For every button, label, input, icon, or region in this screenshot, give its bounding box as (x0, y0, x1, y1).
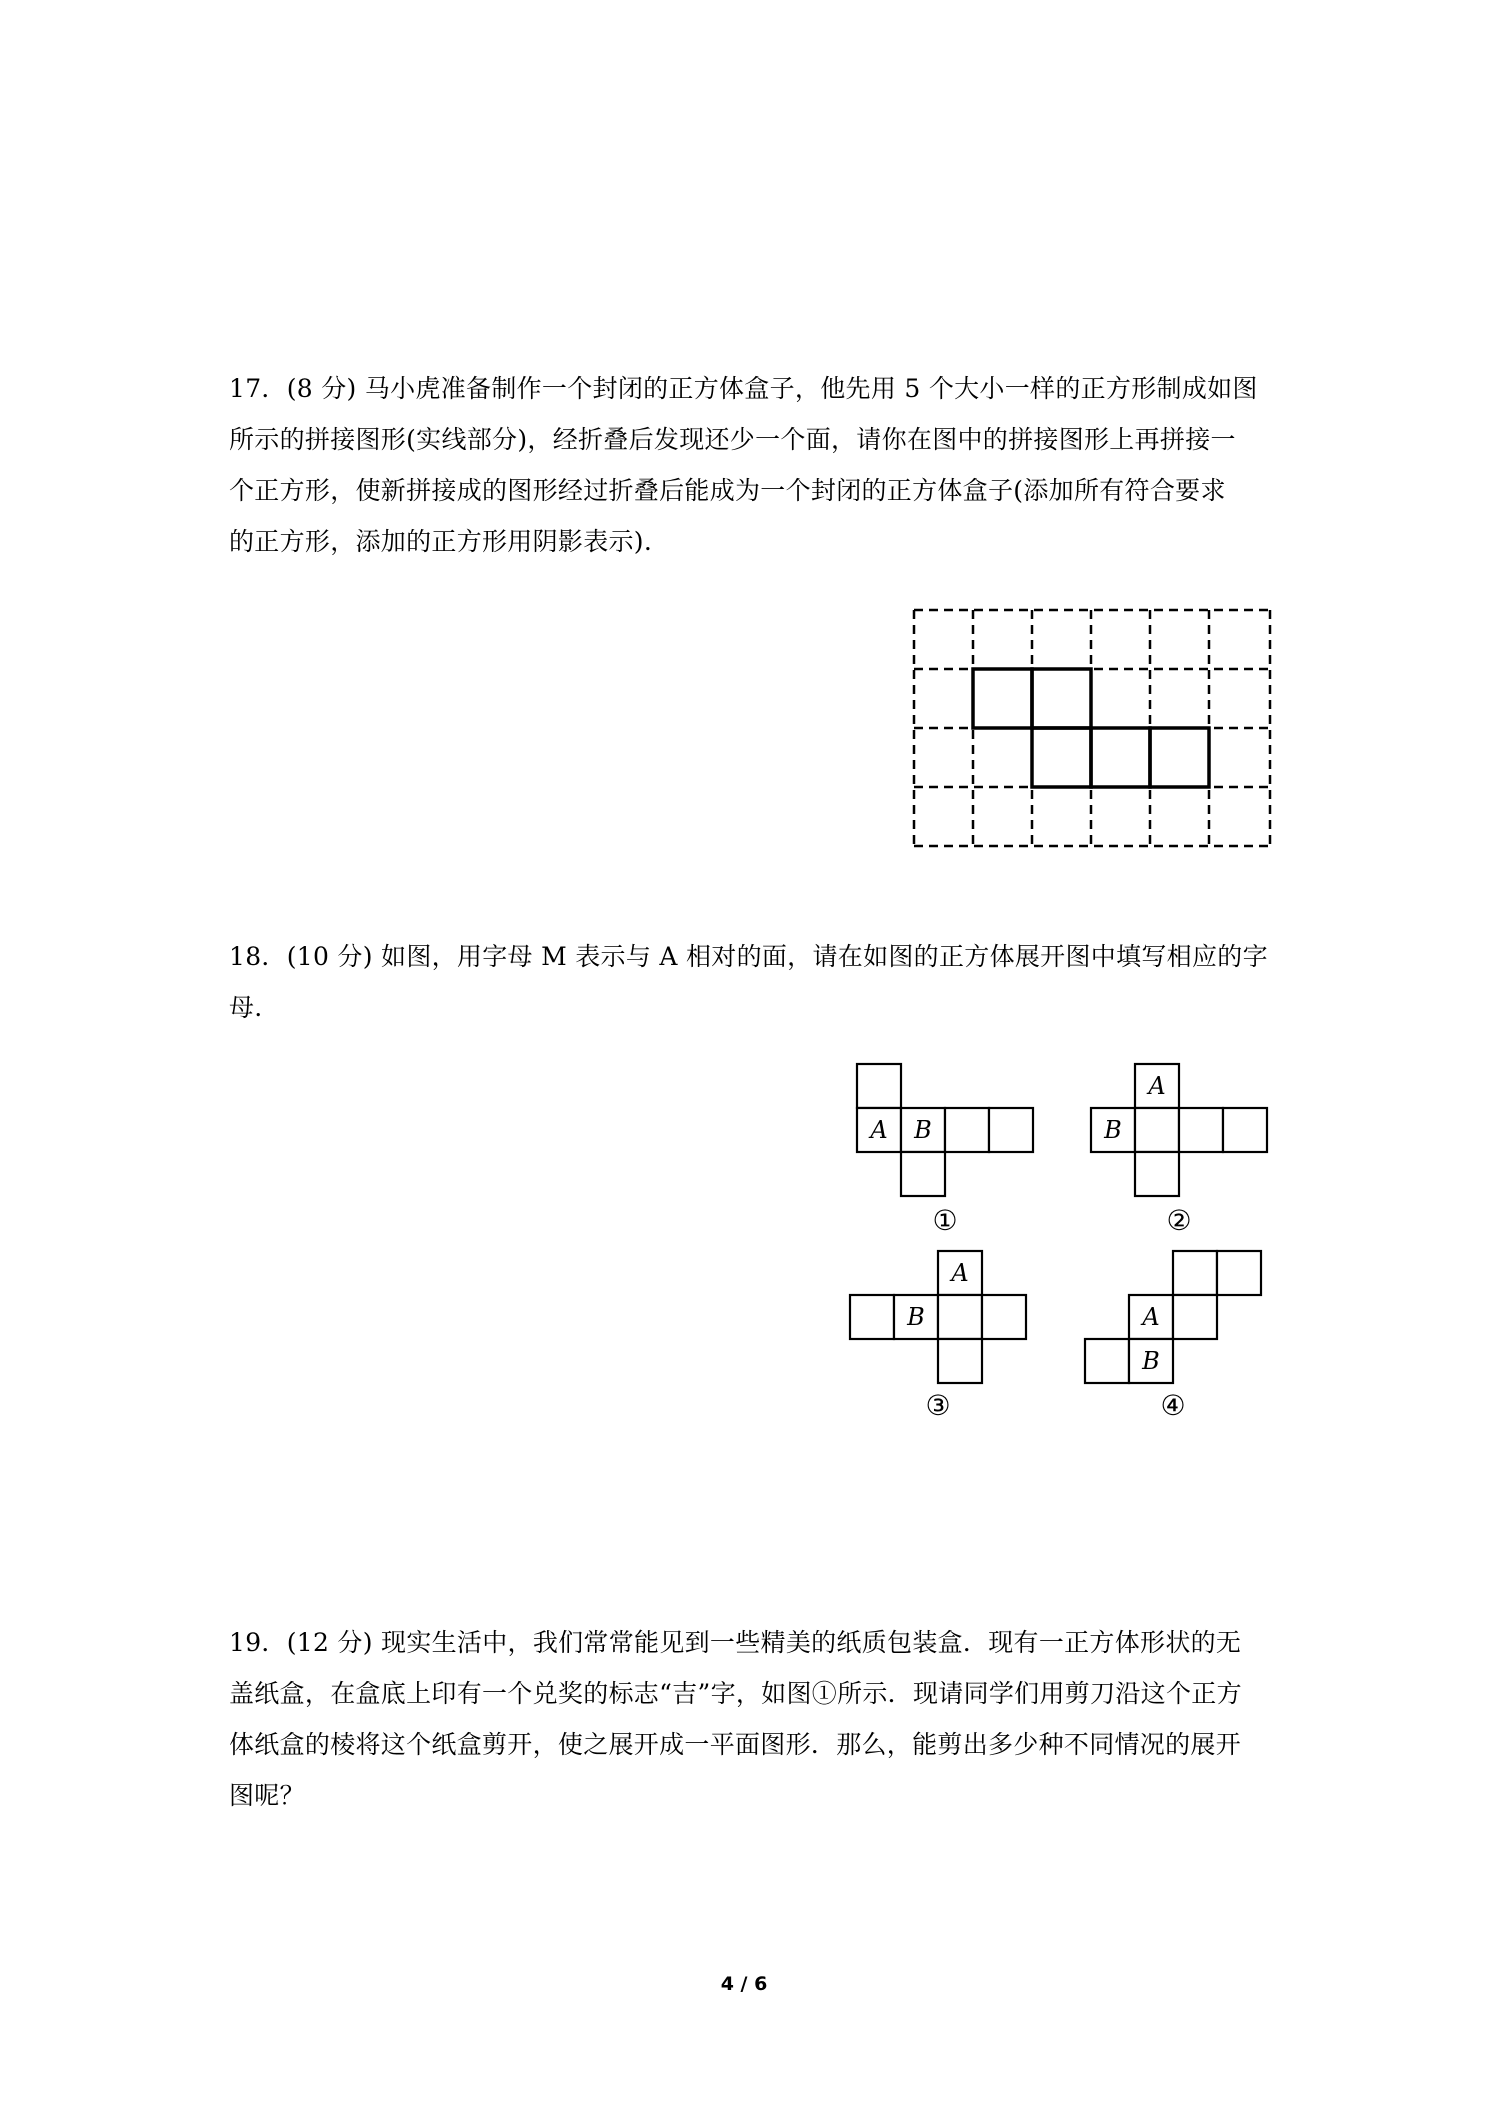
face-label-a: A (951, 1259, 969, 1287)
text-line: 个正方形，使新拼接成的图形经过折叠后能成为一个封闭的正方体盒子(添加所有符合要求 (229, 476, 1226, 505)
face-label-b: B (1104, 1116, 1122, 1144)
cube-net-figure-1 (855, 1062, 1055, 1242)
face-label-a: A (1142, 1303, 1160, 1331)
text-line: 盖纸盒，在盒底上印有一个兑奖的标志“吉”字，如图①所示．现请同学们用剪刀沿这个正方 (229, 1679, 1242, 1708)
q17-grid-figure (912, 608, 1272, 848)
face-label-a: A (1148, 1072, 1166, 1100)
text-line: 17．(8 分) 马小虎准备制作一个封闭的正方体盒子，他先用 5 个大小一样的正方形制成如图 (229, 374, 1258, 403)
text-line: 所示的拼接图形(实线部分)，经折叠后发现还少一个面，请你在图中的拼接图形上再拼接一 (229, 425, 1236, 454)
question-18-text (229, 931, 1269, 1033)
face-label-b: B (914, 1116, 932, 1144)
question-19-text (229, 1617, 1269, 1821)
text-line: 18．(10 分) 如图，用字母 M 表示与 A 相对的面，请在如图的正方体展开图中填写相应的字 (229, 942, 1268, 971)
text-line: 图呢？ (229, 1781, 305, 1810)
face-label-b: B (1142, 1347, 1160, 1375)
net-square (1091, 728, 1150, 787)
solid-net (973, 669, 1209, 787)
net-square (1032, 669, 1091, 728)
figure-number: ④ (1160, 1389, 1186, 1422)
net-square (1032, 728, 1091, 787)
net-square (973, 669, 1032, 728)
cube-net-figure-2 (1089, 1062, 1289, 1242)
figure-number: ① (932, 1204, 958, 1237)
page-number: 4 / 6 (720, 1973, 768, 1995)
text-line: 体纸盒的棱将这个纸盒剪开，使之展开成一平面图形．那么，能剪出多少种不同情况的展开 (229, 1730, 1242, 1759)
text-line: 19．(12 分) 现实生活中，我们常常能见到一些精美的纸质包装盒．现有一正方体形状的无 (229, 1628, 1242, 1657)
cube-net-figure-4 (1083, 1249, 1283, 1429)
face-label-b: B (907, 1303, 925, 1331)
net-square (1150, 728, 1209, 787)
text-line: 母. (229, 993, 263, 1022)
text-line: 的正方形，添加的正方形用阴影表示). (229, 527, 653, 556)
cube-net-figure-3 (848, 1249, 1048, 1429)
face-label-a: A (870, 1116, 888, 1144)
figure-number: ③ (925, 1389, 951, 1422)
question-17-text (229, 363, 1269, 567)
figure-number: ② (1166, 1204, 1192, 1237)
